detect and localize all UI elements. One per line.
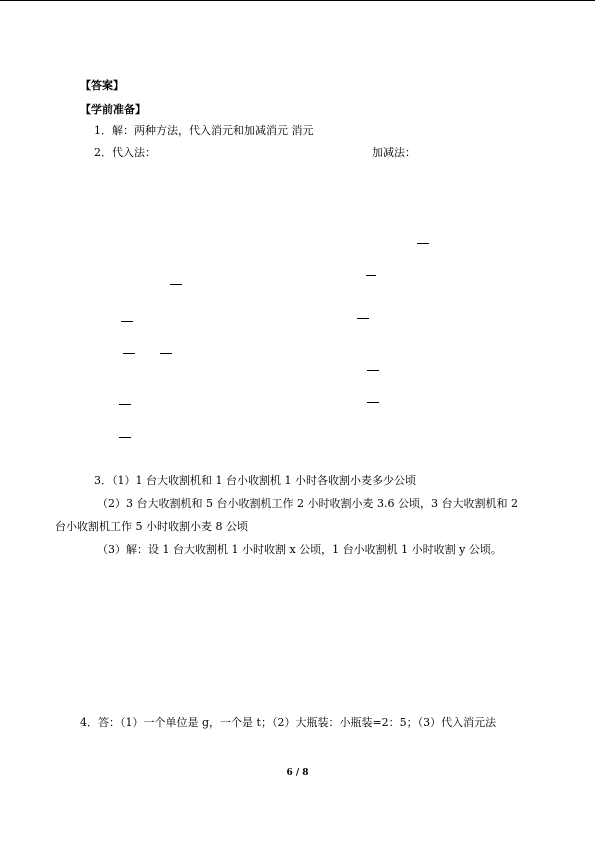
fraction-bar: [160, 353, 172, 354]
heading-answer: 【答案】: [80, 79, 124, 92]
fraction-bar: [119, 437, 131, 438]
fraction-bar: [366, 275, 376, 276]
fraction-bar: [170, 284, 182, 285]
question-3-part-2-cont: 台小收割机工作 5 小时收割小麦 8 公顷: [55, 520, 248, 533]
fraction-bar: [123, 353, 135, 354]
fraction-bar: [367, 370, 379, 371]
page-number: 6 / 8: [286, 768, 309, 778]
question-2-elimination-label: 加减法：: [372, 146, 416, 159]
top-rule: [0, 0, 595, 1]
fraction-bar: [357, 318, 369, 319]
fraction-bar: [119, 404, 131, 405]
heading-prep: 【学前准备】: [80, 103, 146, 116]
question-4: 4．答：（1）一个单位是 g，一个是 t；（2）大瓶装：小瓶装=2：5；（3）代入消元法: [80, 716, 497, 729]
fraction-bar: [367, 402, 379, 403]
question-1: 1．解：两种方法，代入消元和加减消元 消元: [94, 124, 314, 137]
question-2-substitution-label: 2．代入法：: [94, 146, 156, 159]
question-3-part-3: （3）解：设 1 台大收割机 1 小时收割 x 公顷，1 台小收割机 1 小时收割 y 公顷。: [97, 543, 502, 556]
question-3-part-1: 3．（1）1 台大收割机和 1 台小收割机 1 小时各收割小麦多少公顷: [94, 474, 416, 487]
fraction-bar: [121, 321, 133, 322]
fraction-bar: [417, 243, 429, 244]
question-3-part-2: （2）3 台大收割机和 5 台小收割机工作 2 小时收割小麦 3.6 公顷，3 台大收割机和 2: [97, 497, 518, 510]
